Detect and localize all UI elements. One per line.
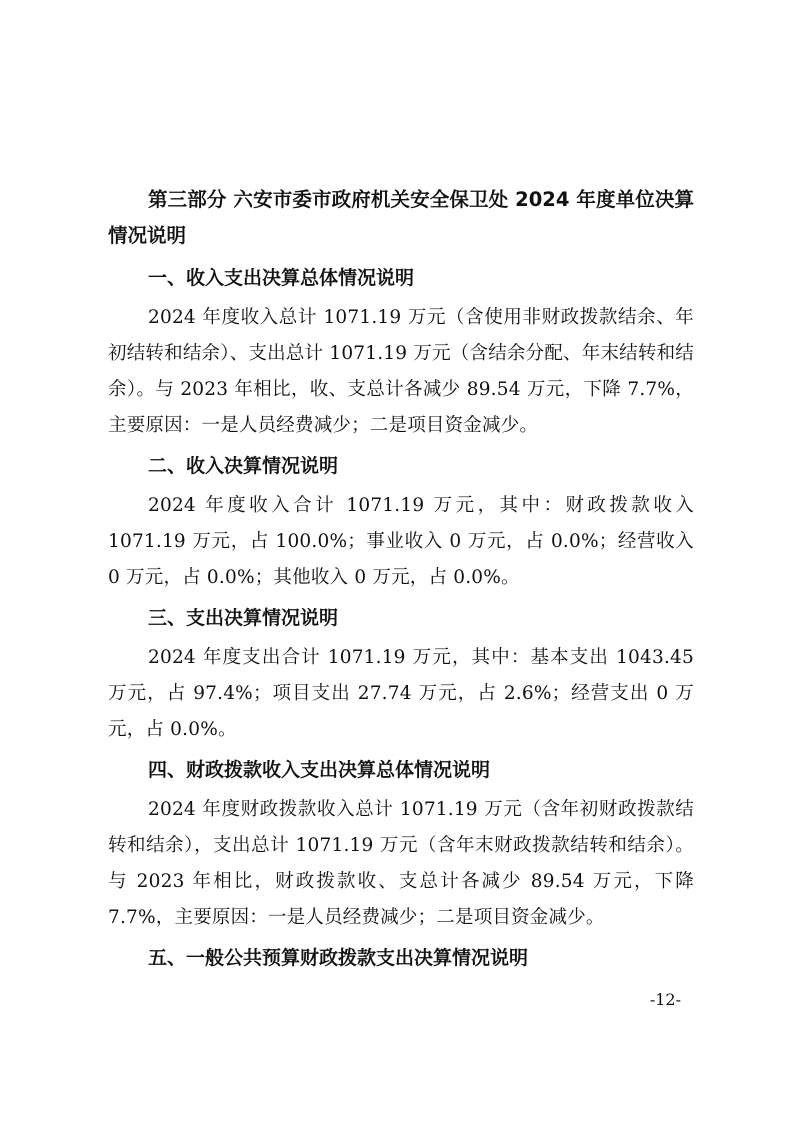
document-page [108, 182, 694, 980]
section-5 [108, 940, 694, 976]
section-heading: 二、收入决算情况说明 [148, 455, 339, 477]
section-heading: 三、支出决算情况说明 [148, 607, 339, 629]
section-1 [108, 260, 694, 444]
section-2 [108, 448, 694, 596]
section-paragraph: 2024 年度收入合计 1071.19 万元，其中：财政拨款收入 1071.19 万元，占 100.0%；事业收入 0 万元，占 0.0%；经营收入 0 万元，占 0.0%；其他收入 0 万元，占 0.0%。 [108, 495, 694, 588]
section-heading: 五、一般公共预算财政拨款支出决算情况说明 [148, 947, 529, 969]
section-paragraph: 2024 年度支出合计 1071.19 万元，其中：基本支出 1043.45 万元，占 97.4%；项目支出 27.74 万元，占 2.6%；经营支出 0 万元，占 0.0%。 [108, 647, 694, 740]
section-paragraph: 2024 年度财政拨款收入总计 1071.19 万元（含年初财政拨款结转和结余），支出总计 1071.19 万元（含年末财政拨款结转和结余）。与 2023 年相比，财政拨款收、支总计各减少 89.54 万元，下降 7.7%，主要原因：一是人员经费减少；二是项目资金减少。 [108, 799, 694, 928]
section-4 [108, 752, 694, 936]
document-title: 第三部分 六安市委市政府机关安全保卫处 2024 年度单位决算情况说明 [108, 188, 694, 247]
section-heading: 一、收入支出决算总体情况说明 [148, 267, 415, 289]
page-number: -12- [649, 990, 681, 1009]
section-3 [108, 600, 694, 748]
section-heading: 四、财政拨款收入支出决算总体情况说明 [148, 759, 491, 781]
section-paragraph: 2024 年度收入总计 1071.19 万元（含使用非财政拨款结余、年初结转和结余）、支出总计 1071.19 万元（含结余分配、年末结转和结余）。与 2023 年相比，收、支总计各减少 89.54 万元，下降 7.7%，主要原因：一是人员经费减少；二是项目资金减少。 [108, 307, 694, 436]
